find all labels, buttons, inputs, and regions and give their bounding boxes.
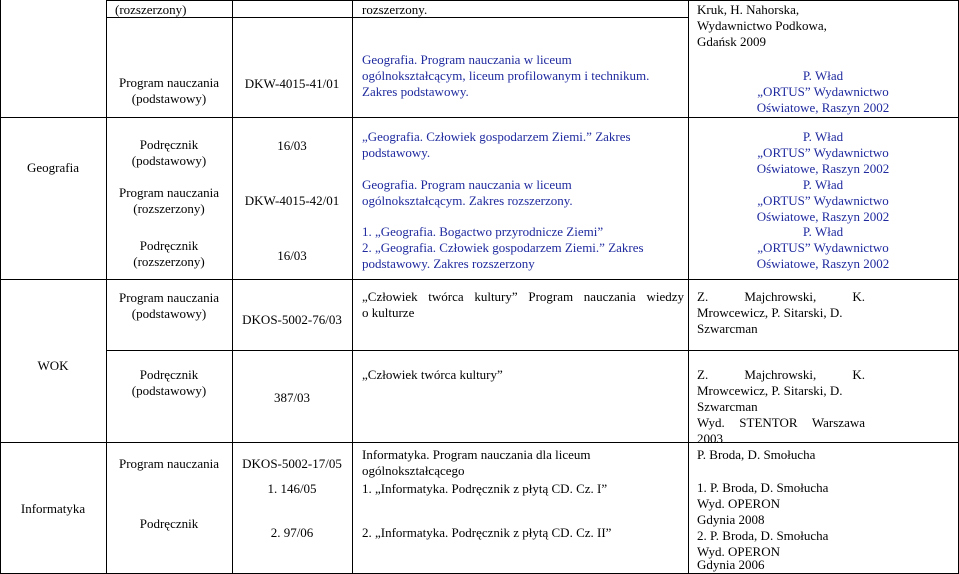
- grid-line: [106, 0, 959, 1]
- geo-a-description-line: podstawowy.: [362, 145, 431, 160]
- row1-number: DKW-4015-41/01: [244, 76, 340, 91]
- inf-b-description-line: 2. „Informatyka. Podręcznik z płytą CD. Cz. II”: [362, 525, 612, 540]
- row1-description-line: ogólnokształcącym, liceum profilowanym i technikum.: [362, 68, 650, 83]
- wok-a-publisher-line: Z. Majchrowski, K.: [697, 289, 865, 304]
- geo-b-type-line: Program nauczania: [119, 185, 219, 200]
- geo-a-description-line: „Geografia. Człowiek gospodarzem Ziemi.” Zakres: [362, 129, 631, 144]
- geo-c-publisher-line: P. Wład: [802, 224, 844, 239]
- inf-b-number-line: 2. 97/06: [270, 525, 314, 540]
- inf-b-publisher-line: 1. P. Broda, D. Smołucha: [697, 480, 829, 495]
- grid-line: [352, 0, 353, 574]
- geo-b-type-line: (rozszerzony): [133, 201, 205, 216]
- geo-c-description-line: podstawowy. Zakres rozszerzony: [362, 256, 535, 271]
- wok-a-type-line: (podstawowy): [131, 306, 207, 321]
- wok-b-publisher-line: Szwarcman: [697, 399, 758, 414]
- wok-a-description-line: „Człowiek twórca kultury” Program nauczania wiedzy: [362, 289, 684, 304]
- row0-publisher-line: Wydawnictwo Podkowa,: [697, 18, 827, 33]
- geo-c-description-line: 1. „Geografia. Bogactwo przyrodnicze Ziemi”: [362, 224, 604, 239]
- wok-a-publisher-line: Szwarcman: [697, 321, 758, 336]
- wok-b-type-line: Podręcznik: [139, 367, 199, 382]
- wok-a-type-line: Program nauczania: [119, 290, 219, 305]
- grid-line: [106, 350, 959, 351]
- grid-line: [0, 117, 959, 118]
- wok-a-number: DKOS-5002-76/03: [242, 312, 342, 327]
- geo-a-publisher-line: P. Wład: [802, 129, 844, 144]
- row0-type: (rozszerzony): [115, 2, 187, 17]
- inf-b-type: Podręcznik: [139, 516, 199, 531]
- inf-a-type: Program nauczania: [119, 456, 219, 471]
- grid-line: [0, 279, 959, 280]
- subject-wok: WOK: [37, 358, 69, 373]
- row0-description: rozszerzony.: [362, 2, 428, 17]
- geo-b-publisher-line: Oświatowe, Raszyn 2002: [756, 209, 890, 224]
- row1-type-line: (podstawowy): [131, 91, 207, 106]
- inf-b-description-line: 1. „Informatyka. Podręcznik z płytą CD. Cz. I”: [362, 481, 608, 496]
- inf-b-publisher-line: Wyd. OPERON: [697, 496, 780, 511]
- grid-line: [0, 442, 959, 443]
- geo-c-type-line: (rozszerzony): [133, 254, 205, 269]
- geo-b-description-line: Geografia. Program nauczania w liceum: [362, 177, 572, 192]
- inf-a-description-line: ogólnokształcącego: [362, 463, 465, 478]
- geo-a-type-line: (podstawowy): [131, 153, 207, 168]
- inf-b-publisher-line: Gdynia 2008: [697, 512, 765, 527]
- inf-a-number: DKOS-5002-17/05: [242, 456, 342, 471]
- geo-b-publisher-line: P. Wład: [802, 177, 844, 192]
- wok-b-description-line: „Człowiek twórca kultury”: [362, 367, 503, 382]
- wok-b-publisher-line: Mrowcewicz, P. Sitarski, D.: [697, 383, 843, 398]
- inf-b-publisher-line: 2. P. Broda, D. Smołucha: [697, 528, 829, 543]
- row1-publisher-line: Oświatowe, Raszyn 2002: [756, 100, 890, 115]
- wok-b-publisher-line: 2003: [697, 431, 723, 446]
- geo-c-description-line: 2. „Geografia. Człowiek gospodarzem Ziemi.” Zakres: [362, 240, 644, 255]
- wok-b-publisher-line: Wyd. STENTOR Warszawa: [697, 415, 865, 430]
- geo-a-publisher-line: Oświatowe, Raszyn 2002: [756, 161, 890, 176]
- subject-informatyka: Informatyka: [20, 501, 86, 516]
- grid-line: [0, 0, 1, 574]
- inf-b-publisher-line: Wyd. OPERON: [697, 544, 780, 559]
- subject-geografia: Geografia: [27, 160, 79, 175]
- inf-b-publisher-line: Gdynia 2006: [697, 557, 765, 572]
- inf-a-description-line: Informatyka. Program nauczania dla liceum: [362, 447, 591, 462]
- row0-publisher-line: Gdańsk 2009: [697, 34, 766, 49]
- geo-c-publisher-line: Oświatowe, Raszyn 2002: [756, 256, 890, 271]
- geo-b-number: DKW-4015-42/01: [244, 193, 340, 208]
- row0-publisher-line: Kruk, H. Nahorska,: [697, 2, 800, 17]
- geo-a-number: 16/03: [277, 138, 307, 153]
- inf-b-number-line: 1. 146/05: [267, 481, 317, 496]
- wok-a-publisher-line: Mrowcewicz, P. Sitarski, D.: [697, 305, 843, 320]
- row1-publisher-line: P. Wład: [802, 68, 844, 83]
- row1-publisher-line: „ORTUS” Wydawnictwo: [757, 84, 889, 99]
- geo-c-number: 16/03: [277, 248, 307, 263]
- geo-a-type-line: Podręcznik: [139, 137, 199, 152]
- geo-a-publisher-line: „ORTUS” Wydawnictwo: [757, 145, 889, 160]
- geo-c-publisher-line: „ORTUS” Wydawnictwo: [757, 240, 889, 255]
- geo-c-type-line: Podręcznik: [139, 238, 199, 253]
- row1-type-line: Program nauczania: [119, 75, 219, 90]
- geo-b-description-line: ogólnokształcącym. Zakres rozszerzony.: [362, 193, 573, 208]
- row1-description-line: Geografia. Program nauczania w liceum: [362, 52, 572, 67]
- geo-b-publisher-line: „ORTUS” Wydawnictwo: [757, 193, 889, 208]
- wok-b-type-line: (podstawowy): [131, 383, 207, 398]
- wok-b-number: 387/03: [273, 390, 311, 405]
- inf-a-publisher-line: P. Broda, D. Smołucha: [697, 447, 816, 462]
- wok-a-description-line: o kulturze: [362, 305, 415, 320]
- wok-b-publisher-line: Z. Majchrowski, K.: [697, 367, 865, 382]
- row1-description-line: Zakres podstawowy.: [362, 84, 469, 99]
